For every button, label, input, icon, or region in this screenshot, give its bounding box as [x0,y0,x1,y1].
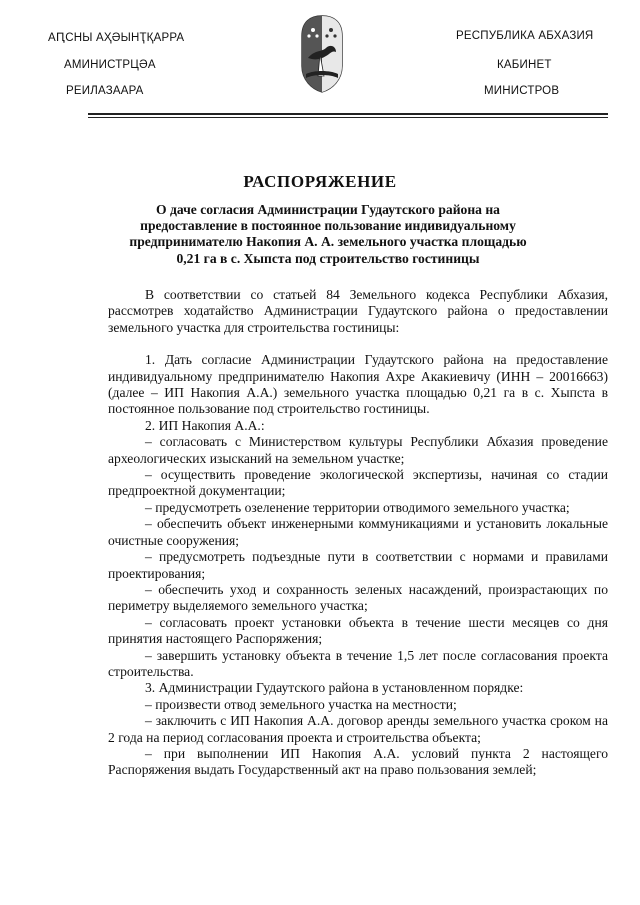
abkhazia-coat-of-arms-icon [300,14,344,94]
clause-2-item: – осуществить проведение экологической экспертизы, начиная со стадии предпроектной документации; [108,467,608,499]
header-right-line-3: МИНИСТРОВ [484,85,560,97]
subject-line: О даче согласия Администрации Гудаутского района на [156,202,500,217]
clause-2-item: – предусмотреть подъездные пути в соответствии с нормами и правилами проектирования; [108,549,608,581]
header-divider-thin [88,117,608,118]
header-left-line-3: РЕИЛАЗААРА [66,85,144,97]
clause-1: 1. Дать согласие Администрации Гудаутского района на предоставление индивидуальному предпринимателю Накопия Ахре Акакиевичу (ИНН – 20016663) (далее – ИП Накопия А.А.) земельного участка площадью 0,21 га в с. Хыпста в постоянное пользование под строительство гостиницы. [108,352,608,417]
clause-2-item: – согласовать с Министерством культуры Республики Абхазия проведение археологических изысканий на земельном участке; [108,434,608,466]
document-body [108,287,608,779]
clause-2-item: – обеспечить объект инженерными коммуникациями и установить локальные очистные сооружения; [108,516,608,548]
clause-3-item: – при выполнении ИП Накопия А.А. условий пункта 2 настоящего Распоряжения выдать Государственный акт на право пользования землей; [108,745,608,778]
clause-3-item: – произвести отвод земельного участка на местности; [145,696,457,712]
header-left-line-2: АМИНИСТРЦӘА [64,59,156,71]
subject-line: предпринимателю Накопия А. А. земельного участка площадью [129,234,527,250]
clause-2-item: – обеспечить уход и сохранность зеленых насаждений, произрастающих по периметру выделяемого земельного участка; [108,581,608,614]
clause-2-heading: 2. ИП Накопия А.А.: [145,417,265,433]
header-divider-thick [88,113,608,115]
clause-3-item: – заключить с ИП Накопия А.А. договор аренды земельного участка сроком на 2 года на период согласования проекта и строительства объекта; [108,713,608,745]
document-title: РАСПОРЯЖЕНИЕ [243,172,397,191]
clause-2-item: – завершить установку объекта в течение 1,5 лет после согласования проекта строительства. [108,647,608,679]
intro-paragraph: В соответствии со статьей 84 Земельного кодекса Республики Абхазия, рассмотрев ходатайство Администрации Гудаутского района о предоставлении земельного участка для строительства гостиницы: [108,287,608,335]
subject-line: предоставление в постоянное пользование индивидуальному [140,218,516,234]
clause-2-item: – согласовать проект установки объекта в течение шести месяцев со дня принятия настоящего Распоряжения; [108,614,608,647]
header-right-line-2: КАБИНЕТ [497,59,552,71]
subject-line: 0,21 га в с. Хыпста под строительство гостиницы [176,250,480,266]
clause-3-heading: 3. Администрации Гудаутского района в установленном порядке: [145,680,524,696]
document-subject [108,202,548,267]
clause-2-item: – предусмотреть озеленение территории отводимого земельного участка; [145,499,570,515]
header-left-line-1: АԤСНЫ АҲӘЫНҬҚАРРА [48,32,185,44]
header-right-line-1: РЕСПУБЛИКА АБХАЗИЯ [456,30,594,42]
